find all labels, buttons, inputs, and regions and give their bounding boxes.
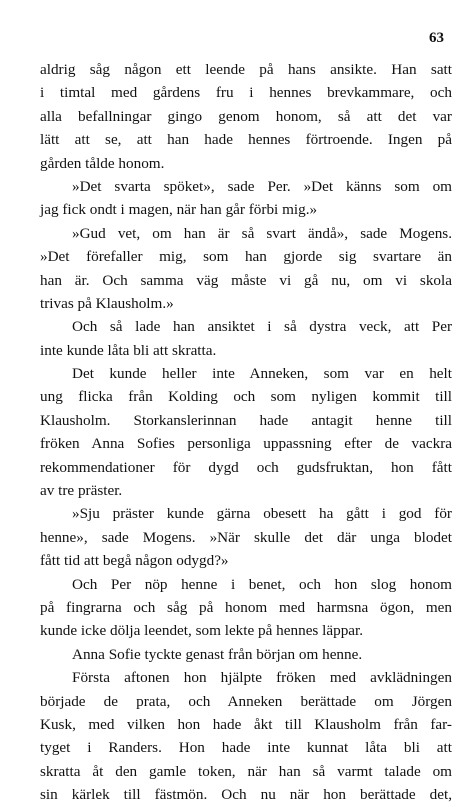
text-line: Kusk, med vilken hon hade åkt till Klausholm från far- <box>40 715 452 733</box>
text-line: tyget i Randers. Hon hade inte kunnat låta bli att <box>40 739 452 757</box>
text-line: Och Per nöp henne i benet, och hon slog honom <box>72 575 452 593</box>
text-line: han är. Och samma väg måste vi gå nu, om vi skola <box>40 271 452 289</box>
text-line: Det kunde heller inte Anneken, som var en helt <box>72 365 452 383</box>
text-line: gården tålde honom. <box>40 154 165 172</box>
text-line: ung flicka från Kolding och som nyligen kommit till <box>40 388 452 406</box>
text-line: »Det svarta spöket», sade Per. »Det känns som om <box>72 177 452 195</box>
text-line: henne», sade Mogens. »När skulle det där unga blodet <box>40 528 452 546</box>
text-line: »Det förefaller mig, som han gjorde sig svartare än <box>40 248 452 266</box>
text-line: skratta åt den gamle token, när han så varmt talade om <box>40 762 452 780</box>
text-line: »Sju präster kunde gärna obesett ha gått i god för <box>72 505 452 523</box>
text-line: i timtal med gårdens fru i hennes brevkammare, och <box>40 84 452 102</box>
text-line: Klausholm. Storkanslerinnan hade antagit henne till <box>40 411 452 429</box>
text-line: Första aftonen hon hjälpte fröken med avklädningen <box>72 669 452 687</box>
text-line: på fingrarna och såg på honom med harmsna ögon, men <box>40 598 452 616</box>
text-line: »Gud vet, om han är så svart ändå», sade Mogens. <box>72 224 452 242</box>
text-line: lätt att se, att han hade hennes förtroende. Ingen på <box>40 131 452 149</box>
text-line: fått tid att begå någon odygd?» <box>40 552 229 570</box>
text-line: av tre präster. <box>40 482 123 500</box>
text-line: fröken Anna Sofies personliga uppassning efter de vackra <box>40 435 452 453</box>
text-line: Och så lade han ansiktet i så dystra veck, att Per <box>72 318 452 336</box>
text-line: aldrig såg någon ett leende på hans ansikte. Han satt <box>40 61 452 78</box>
text-line: Anna Sofie tyckte genast från början om henne. <box>72 645 363 663</box>
body-text <box>40 58 452 807</box>
text-line: kunde icke dölja leendet, som lekte på hennes läppar. <box>40 622 364 640</box>
page-number: 63 <box>429 30 444 46</box>
text-line: började de prata, och Anneken berättade om Jörgen <box>40 692 452 710</box>
text-line: rekommendationer för dygd och gudsfruktan, hon fått <box>40 458 452 476</box>
text-line: alla befallningar gingo genom honom, så att det var <box>40 107 452 125</box>
text-line: trivas på Klausholm.» <box>40 294 174 312</box>
text-line: inte kunde låta bli att skratta. <box>40 341 217 359</box>
text-line: jag fick ondt i magen, när han går förbi mig.» <box>40 201 318 219</box>
text-line: sin kärlek till fästmön. Och nu när hon berättade det, <box>40 786 452 804</box>
